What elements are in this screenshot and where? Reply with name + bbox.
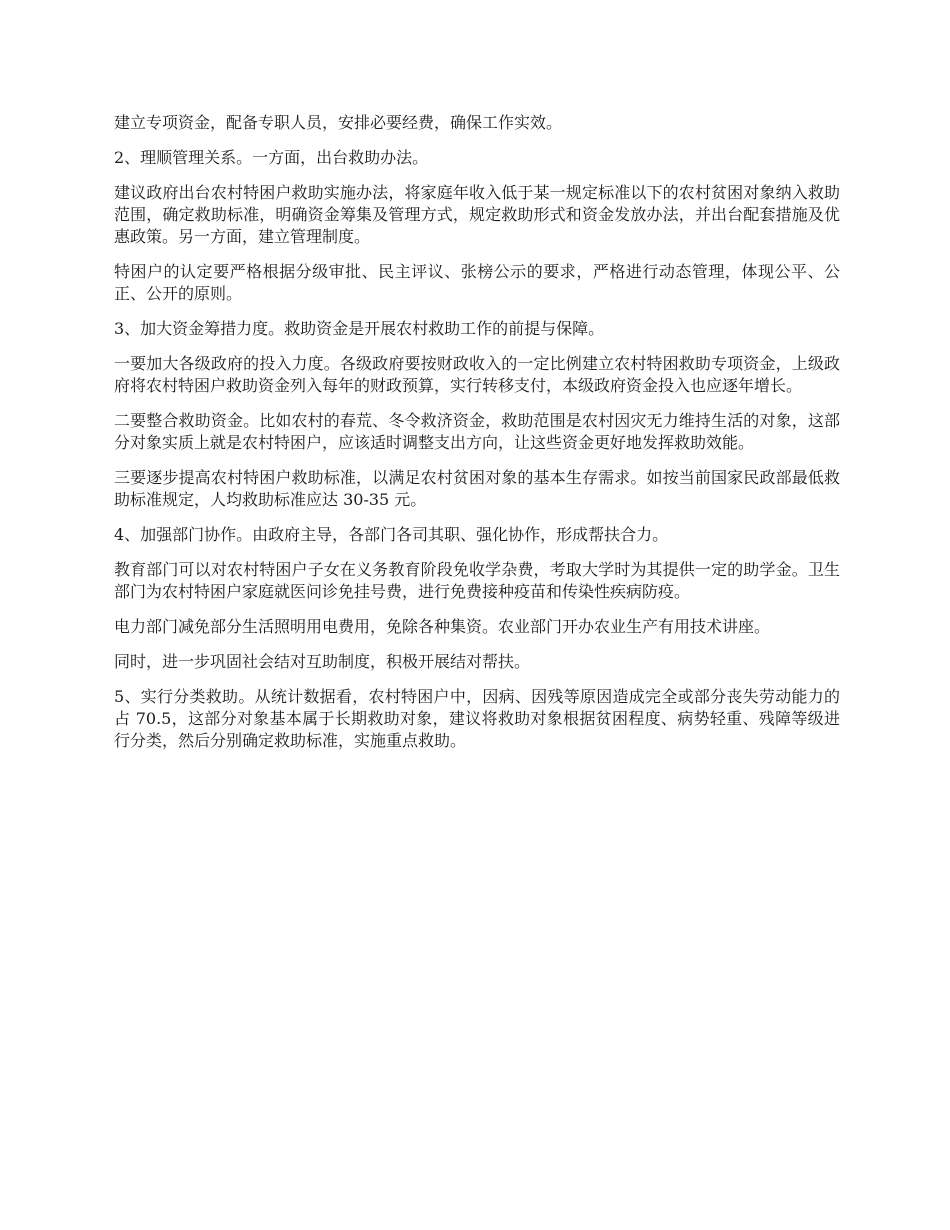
paragraph-9: 4、加强部门协作。由政府主导，各部门各司其职、强化协作，形成帮扶合力。 — [114, 525, 669, 544]
paragraph-7: 二要整合救助资金。比如农村的春荒、冬令救济资金，救助范围是农村因灾无力维持生活的对象，这部分对象实质上就是农村特困户，应该适时调整支出方向，让这些资金更好地发挥救助效能。 — [114, 411, 840, 452]
paragraph-8: 三要逐步提高农村特困户救助标准，以满足农村贫困对象的基本生存需求。如按当前国家民政部最低救助标准规定，人均救助标准应达 30-35 元。 — [114, 468, 840, 509]
paragraph-11: 电力部门减免部分生活照明用电费用，免除各种集资。农业部门开办农业生产有用技术讲座。 — [114, 617, 771, 636]
paragraph-3: 建议政府出台农村特困户救助实施办法，将家庭年收入低于某一规定标准以下的农村贫困对象纳入救助范围，确定救助标准，明确资金筹集及管理方式，规定救助形式和资金发放办法，并出台配套措施及优惠政策。另一方面，建立管理制度。 — [114, 183, 840, 246]
paragraph-4: 特困户的认定要严格根据分级审批、民主评议、张榜公示的要求，严格进行动态管理，体现公平、公正、公开的原则。 — [114, 262, 840, 303]
paragraph-2: 2、理顺管理关系。一方面，出台救助办法。 — [114, 148, 429, 167]
paragraph-10: 教育部门可以对农村特困户子女在义务教育阶段免收学杂费，考取大学时为其提供一定的助学金。卫生部门为农村特困户家庭就医问诊免挂号费，进行免费接种疫苗和传染性疾病防疫。 — [114, 560, 840, 601]
paragraph-5: 3、加大资金筹措力度。救助资金是开展农村救助工作的前提与保障。 — [114, 319, 605, 338]
paragraph-6: 一要加大各级政府的投入力度。各级政府要按财政收入的一定比例建立农村特困救助专项资金，上级政府将农村特困户救助资金列入每年的财政预算，实行转移支付，本级政府资金投入也应逐年增长。 — [114, 354, 840, 395]
paragraph-1: 建立专项资金，配备专职人员，安排必要经费，确保工作实效。 — [114, 113, 563, 132]
paragraph-13: 5、实行分类救助。从统计数据看，农村特困户中，因病、因残等原因造成完全或部分丧失劳动能力的占 70.5，这部分对象基本属于长期救助对象，建议将救助对象根据贫困程度、病势轻重、残障等级进行分类，然后分别确定救助标准，实施重点救助。 — [114, 687, 840, 750]
document-body — [114, 112, 840, 765]
paragraph-12: 同时，进一步巩固社会结对互助制度，积极开展结对帮扶。 — [114, 652, 531, 671]
